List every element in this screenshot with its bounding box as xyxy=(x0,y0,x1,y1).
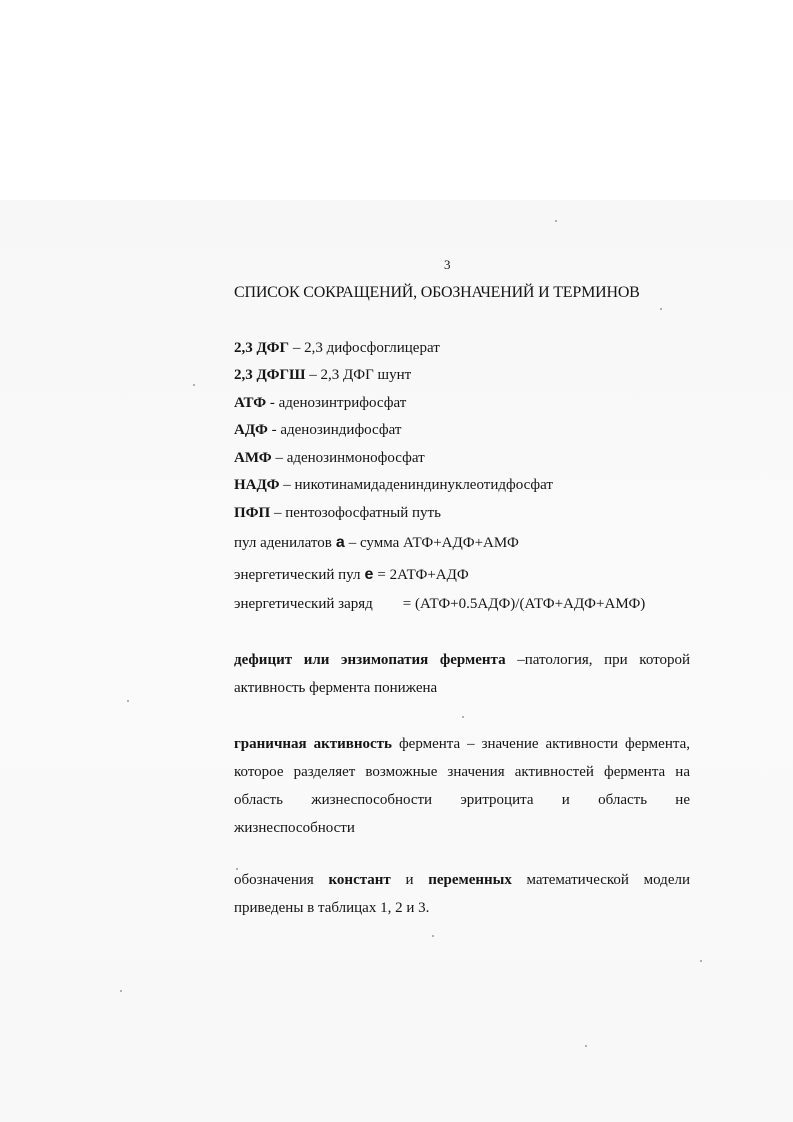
abbreviation-entry xyxy=(234,367,411,384)
notation-entry xyxy=(234,534,519,552)
abbreviation-term: АДФ xyxy=(234,422,268,438)
notation-definition: = 2АТФ+АДФ xyxy=(377,567,469,583)
abbreviation-separator: - xyxy=(267,422,281,438)
note-text: и xyxy=(390,872,429,888)
notation-label: энергетический пул xyxy=(234,567,361,583)
scan-speck xyxy=(127,700,129,702)
scan-speck xyxy=(120,990,122,992)
scan-speck xyxy=(700,960,702,962)
note-bold-variables: переменных xyxy=(428,872,512,888)
page-number: 3 xyxy=(444,257,451,272)
notation-definition: = (АТФ+0.5АДФ)/(АТФ+АДФ+АМФ) xyxy=(402,596,646,612)
term-name: дефицит или энзимопатия фермента xyxy=(234,652,506,668)
scan-speck xyxy=(555,220,557,222)
notation-definition: – сумма АТФ+АДФ+АМФ xyxy=(348,535,519,551)
term-text: фермента – значение активности фермента, которое разделяет возможные значения активностей фермента на область жизнеспособности эритроцита и область не жизнеспособности xyxy=(234,736,690,836)
abbreviation-term: НАДФ xyxy=(234,477,280,493)
term-text: –патология, при которой активность фермента понижена xyxy=(234,652,691,696)
notation-symbol: a xyxy=(335,534,345,551)
notation-label: пул аденилатов xyxy=(234,535,332,551)
notation-entry xyxy=(234,566,469,584)
abbreviation-entry xyxy=(234,450,425,467)
scan-speck xyxy=(462,716,464,718)
abbreviation-definition: аденозинтрифосфат xyxy=(278,395,407,411)
scan-speck xyxy=(193,384,195,386)
page-title: СПИСОК СОКРАЩЕНИЙ, ОБОЗНАЧЕНИЙ И ТЕРМИНОВ xyxy=(234,284,640,301)
abbreviation-separator: – xyxy=(270,505,286,521)
term-name: граничная активность xyxy=(234,736,392,752)
abbreviation-entry xyxy=(234,505,441,522)
term-definition-boundary-activity xyxy=(234,730,690,842)
abbreviation-separator: – xyxy=(305,367,321,383)
note-text: математической модели приведены в таблицах 1, 2 и 3. xyxy=(234,872,690,916)
note-text: обозначения xyxy=(234,872,329,888)
abbreviation-term: ПФП xyxy=(234,505,271,521)
note-bold-constants: констант xyxy=(328,872,391,888)
scan-speck xyxy=(432,935,434,937)
scan-speck xyxy=(585,1045,587,1047)
abbreviation-entry xyxy=(234,477,553,494)
abbreviation-definition: пентозофосфатный путь xyxy=(285,505,441,521)
abbreviation-term: АТФ xyxy=(234,395,267,411)
abbreviation-entry xyxy=(234,395,406,412)
abbreviation-entry xyxy=(234,422,401,439)
notation-entry xyxy=(234,596,645,613)
abbreviation-entry xyxy=(234,340,440,357)
abbreviation-separator: - xyxy=(266,395,279,411)
term-definition-deficit xyxy=(234,646,690,702)
abbreviation-definition: аденозиндифосфат xyxy=(280,422,402,438)
notation-label: энергетический заряд xyxy=(234,596,373,612)
abbreviation-definition: никотинамидадениндинуклеотидфосфат xyxy=(294,477,553,493)
abbreviation-separator: – xyxy=(289,340,305,356)
abbreviation-term: АМФ xyxy=(234,450,272,466)
notation-symbol: e xyxy=(364,566,374,583)
abbreviation-definition: 2,3 ДФГ шунт xyxy=(320,367,412,383)
abbreviation-definition: 2,3 дифосфоглицерат xyxy=(304,340,440,356)
abbreviation-separator: – xyxy=(279,477,295,493)
scan-speck xyxy=(660,308,662,310)
abbreviation-definition: аденозинмонофосфат xyxy=(286,450,425,466)
abbreviation-term: 2,3 ДФГ xyxy=(234,340,290,356)
scan-speck xyxy=(236,868,238,870)
notation-note xyxy=(234,866,690,922)
abbreviation-separator: – xyxy=(271,450,287,466)
abbreviation-term: 2,3 ДФГШ xyxy=(234,367,306,383)
